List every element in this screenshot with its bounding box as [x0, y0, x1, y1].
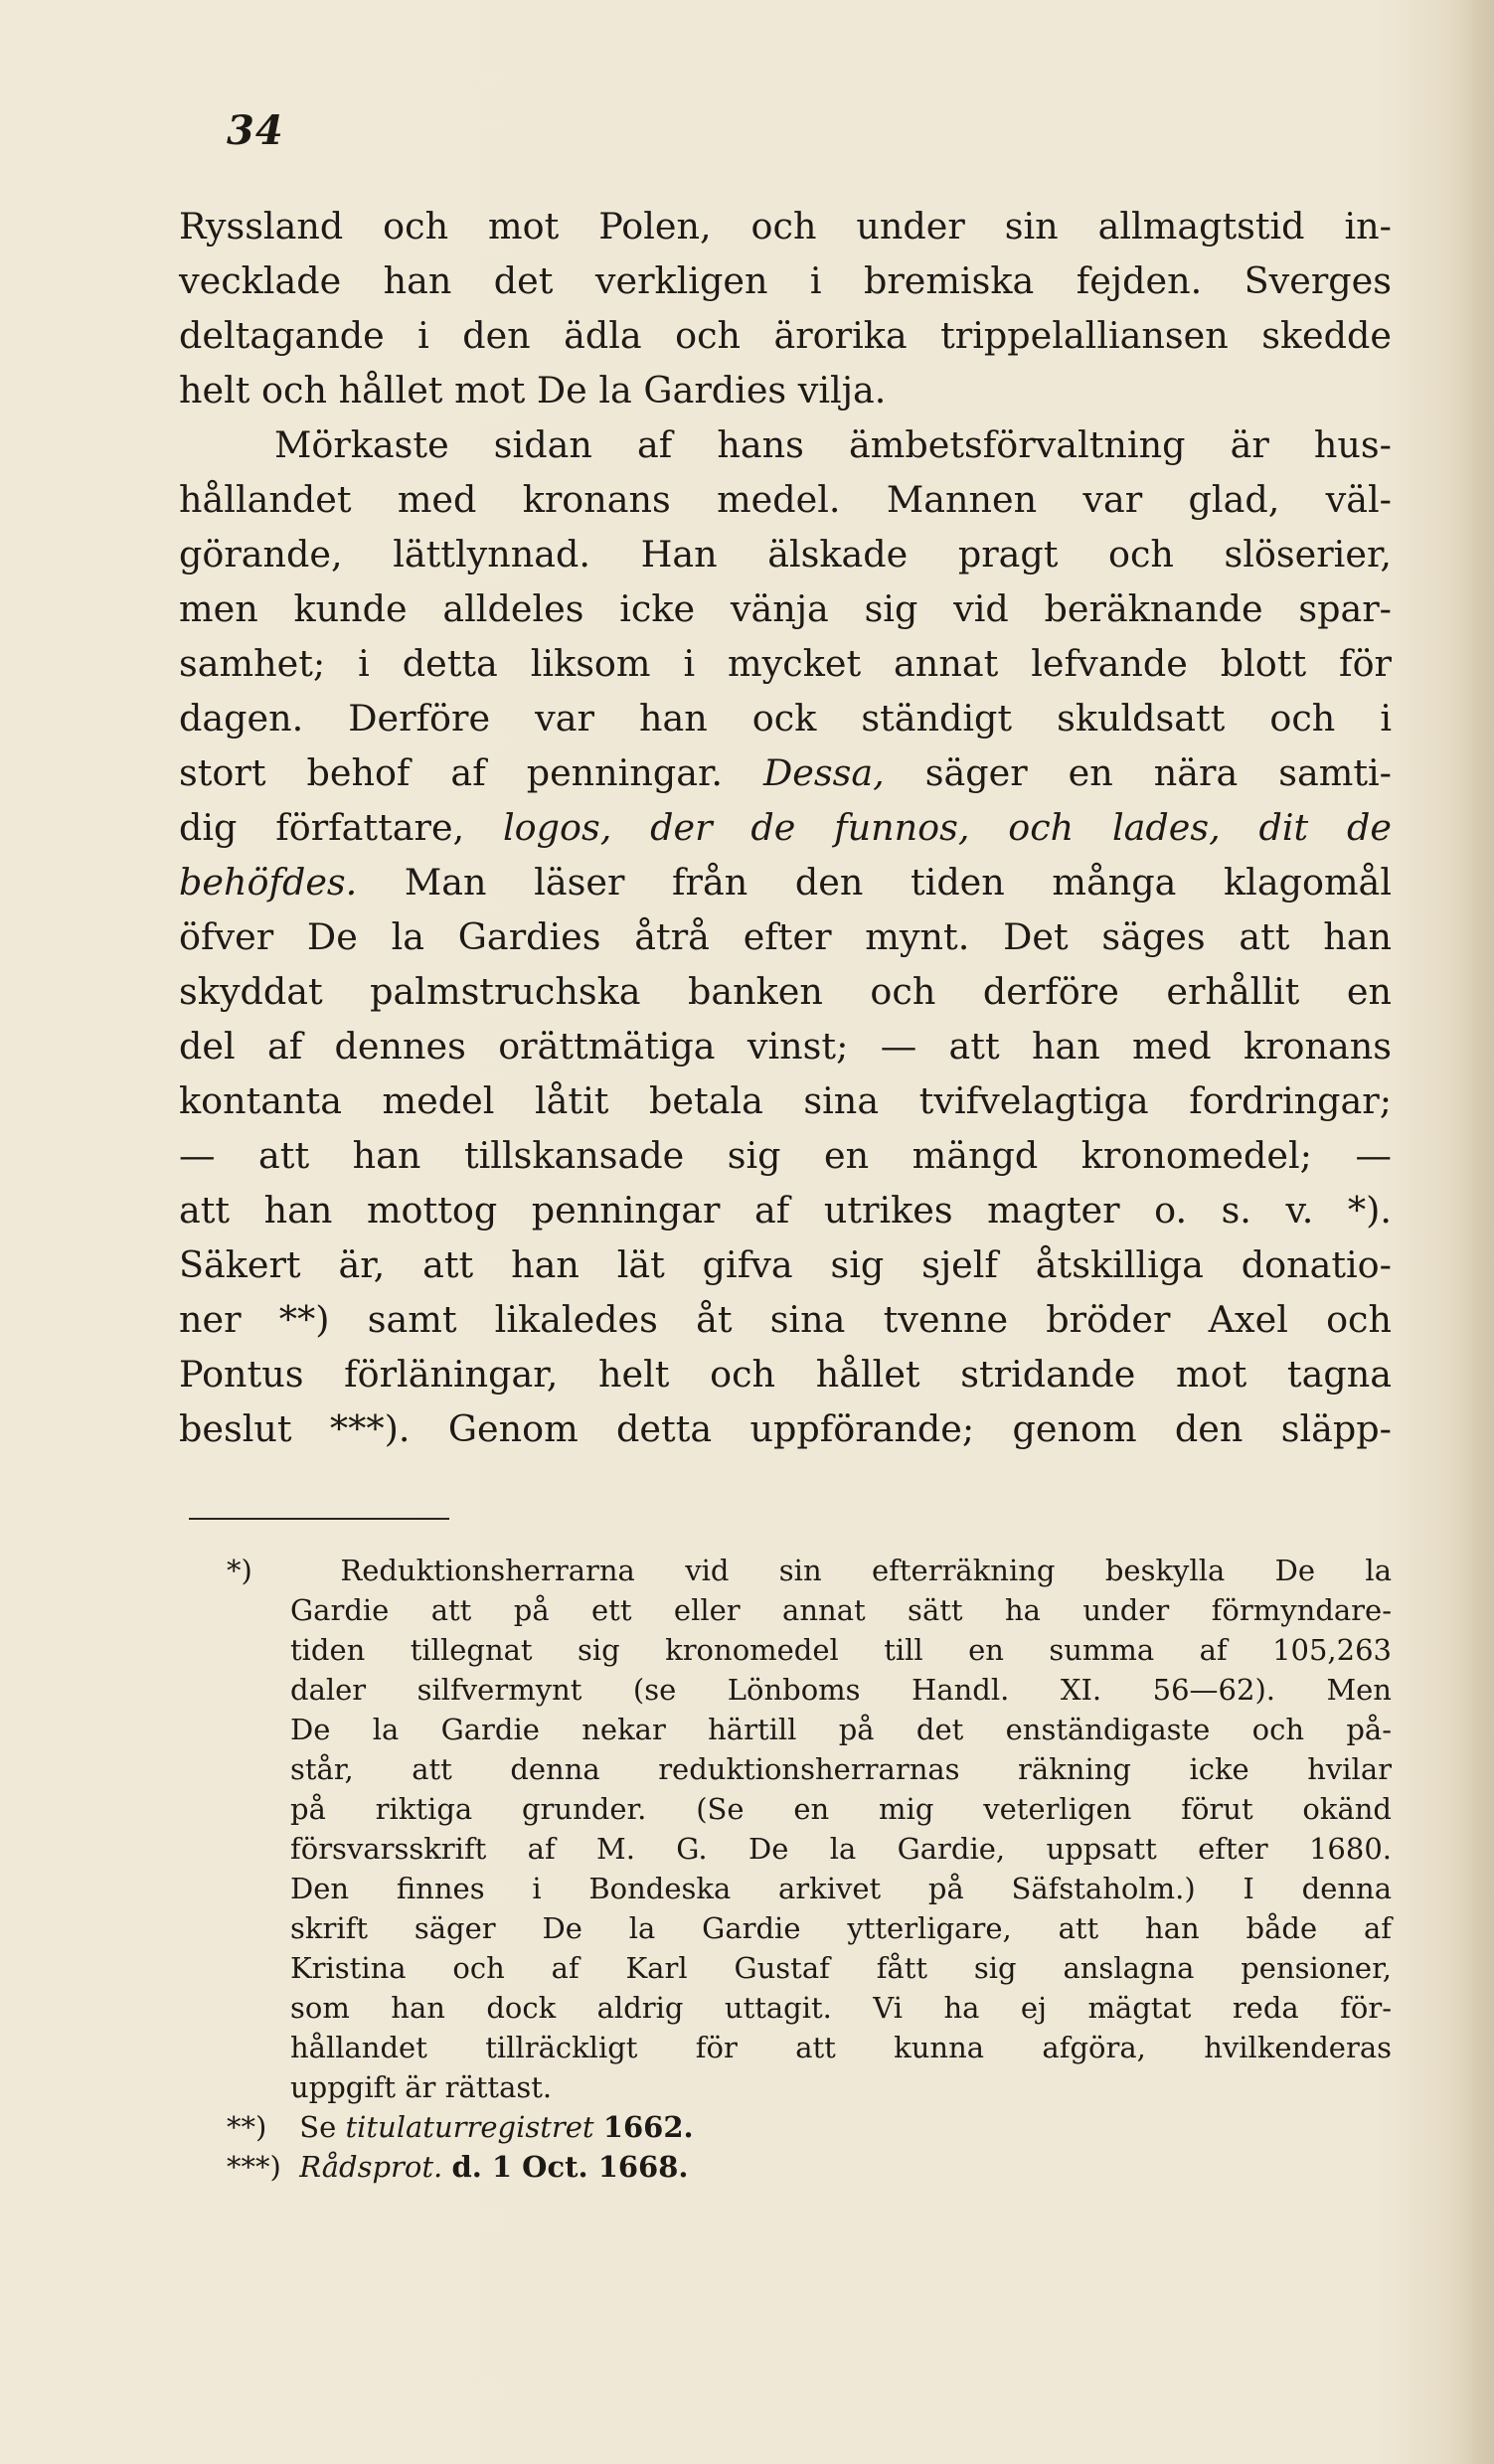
text-segment: att han mottog penningar af utrikes magter o. s. v. [179, 1189, 1314, 1232]
text-line [179, 855, 1392, 909]
text-line: vecklade han det verkligen i bremiska fejden. Sverges [179, 259, 1392, 302]
text-line: kontanta medel låtit betala sina tvifvelagtiga fordringar; [179, 1079, 1392, 1122]
text-segment: säger en nära samti- [924, 751, 1392, 794]
text-line: Ryssland och mot Polen, och under sin allmagtstid in- [179, 205, 1392, 247]
text-line: att han mottog penningar af utrikes magter o. s. v. *). [179, 1189, 1392, 1232]
footnote-line: daler silfvermynt (se Lönboms Handl. XI. 56—62). Men [290, 1673, 1392, 1707]
footnote-line: som han dock aldrig uttagit. Vi ha ej mägtat reda för- [290, 1991, 1392, 2025]
footnote-line: skrift säger De la Gardie ytterligare, att han både af [290, 1911, 1392, 1945]
footnote-line: försvarsskrift af M. G. De la Gardie, uppsatt efter 1680. [290, 1832, 1392, 1866]
footnote-marker: *) [1347, 1189, 1381, 1232]
text-segment: Genom detta uppförande; genom den släpp- [447, 1407, 1392, 1450]
footnotes [179, 1551, 1392, 2187]
footnote-marker: ***) [329, 1407, 399, 1450]
footnote-line: Kristina och af Karl Gustaf fått sig anslagna pensioner, [290, 1951, 1392, 1985]
footnote-marker: **) [227, 2110, 267, 2144]
text-segment: stort behof af penningar. [179, 751, 724, 794]
footnote-italic: Rådsprot. [299, 2150, 443, 2184]
text-segment: Man läser från den tiden många klagomål [404, 861, 1392, 903]
footnote-line: tiden tillegnat sig kronomedel till en summa af 105,263 [290, 1633, 1392, 1667]
text-line: helt och hållet mot De la Gardies vilja. [179, 369, 887, 411]
text-segment: ner [179, 1298, 242, 1341]
footnote-line [179, 2147, 1392, 2187]
footnote-date: d. 1 Oct. 1668. [451, 2150, 689, 2184]
text-segment: samt likaledes åt sina tvenne bröder Axel och [367, 1298, 1392, 1341]
text-line: Mörkaste sidan af hans ämbetsförvaltning är hus- [274, 423, 1392, 466]
text-line: skyddat palmstruchska banken och derföre erhållit en [179, 970, 1392, 1013]
italic-word: Dessa, [763, 751, 885, 794]
text-line: deltagande i den ädla och ärorika trippelalliansen skedde [179, 314, 1392, 357]
footnote-year: 1662. [602, 2110, 694, 2144]
footnote-text: Se [299, 2110, 337, 2144]
text-line: dagen. Derföre var han ock ständigt skuldsatt och i [179, 697, 1392, 739]
footnote-marker: *) [227, 1554, 252, 1587]
text-line: beslut ***). Genom detta uppförande; genom den släpp- [179, 1407, 1392, 1450]
text-line: men kunde alldeles icke vänja sig vid beräknande spar- [179, 587, 1392, 630]
text-line: Pontus förläningar, helt och hållet stridande mot tagna [179, 1353, 1392, 1396]
footnote-line: uppgift är rättast. [290, 2070, 553, 2104]
text-line: del af dennes orättmätiga vinst; — att han med kronans [179, 1025, 1392, 1068]
italic-quote: behöfdes. [179, 861, 358, 903]
text-segment: beslut [179, 1407, 292, 1450]
text-line: görande, lättlynnad. Han älskade pragt och slöserier, [179, 533, 1392, 575]
footnote-marker: **) [278, 1298, 330, 1341]
text-line: samhet; i detta liksom i mycket annat lefvande blott för [179, 642, 1392, 685]
italic-quote: logos, der de funnos, och lades, dit de [502, 806, 1392, 849]
text-line [179, 745, 1392, 800]
footnote-line: på riktiga grunder. (Se en mig veterligen förut okänd [290, 1792, 1392, 1826]
footnote-italic: titulaturregistret [345, 2110, 594, 2144]
footnote-line: De la Gardie nekar härtill på det enständigaste och på- [290, 1713, 1392, 1746]
footnote-line: Den finnes i Bondeska arkivet på Säfstaholm.) I denna [290, 1872, 1392, 1905]
footnote-line: Gardie att på ett eller annat sätt ha under förmyndare- [290, 1593, 1392, 1627]
text-line: Säkert är, att han lät gifva sig sjelf åtskilliga donatio- [179, 1243, 1392, 1286]
page-number: 34 [227, 107, 284, 154]
text-line: — att han tillskansade sig en mängd kronomedel; — [179, 1134, 1392, 1177]
text-line: öfver De la Gardies åtrå efter mynt. Det säges att han [179, 915, 1392, 958]
footnote-divider [189, 1518, 449, 1520]
footnote-line [179, 1551, 1392, 1590]
text-line: hållandet med kronans medel. Mannen var glad, väl- [179, 478, 1392, 521]
text-line [179, 800, 1392, 855]
footnote-line: hållandet tillräckligt för att kunna afgöra, hvilkenderas [290, 2031, 1392, 2064]
text-segment: dig författare, [179, 806, 465, 849]
text-line [179, 1292, 1392, 1347]
footnote-line: står, att denna reduktionsherrarnas räkning icke hvilar [290, 1752, 1392, 1786]
footnote-text: Reduktionsherrarna vid sin efterräkning beskylla De la [340, 1554, 1392, 1587]
main-text [179, 199, 1392, 1456]
footnote-marker: ***) [227, 2150, 281, 2184]
footnote-line [179, 2107, 1392, 2147]
